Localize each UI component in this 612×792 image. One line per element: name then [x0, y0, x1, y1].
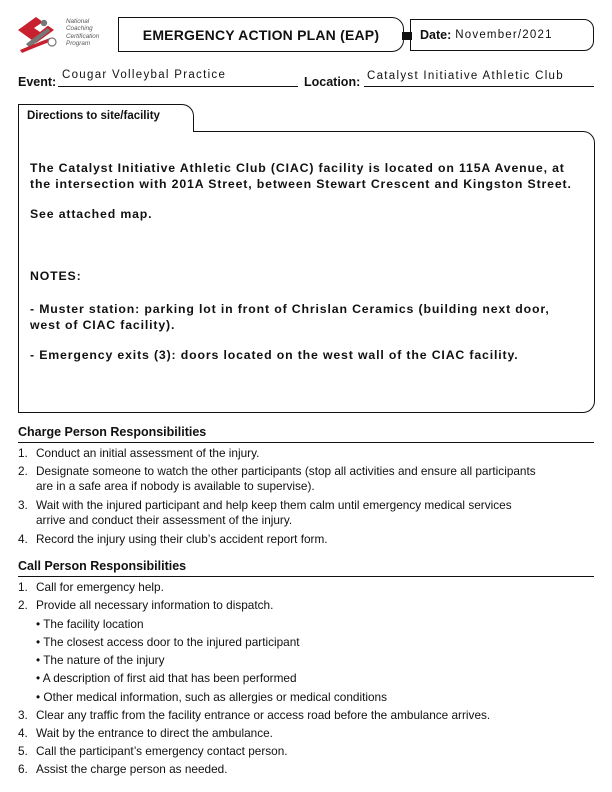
- list-num: 1.: [18, 580, 28, 594]
- list-item: [18, 532, 598, 547]
- bullet-item: • Other medical information, such as allergies or medical conditions: [36, 690, 387, 704]
- directions-line: The Catalyst Initiative Athletic Club (CIAC) facility is located on 115A Avenue, at: [30, 161, 565, 175]
- map-note: See attached map.: [30, 207, 153, 221]
- logo-line: Coaching: [66, 25, 93, 33]
- location-label: Location:: [304, 75, 361, 89]
- list-item: [18, 708, 598, 723]
- date-value: November/2021: [455, 29, 553, 41]
- list-item: [18, 580, 598, 595]
- list-text: Call for emergency help.: [36, 580, 164, 594]
- location-underline: [364, 86, 594, 87]
- list-text: Call the participant’s emergency contact person.: [36, 744, 288, 758]
- note-line: - Muster station: parking lot in front of Chrislan Ceramics (building next door,: [30, 302, 550, 316]
- logo-line: National: [66, 18, 90, 25]
- list-item: [18, 464, 598, 479]
- call-rule: [18, 576, 594, 577]
- date-label: Date:: [420, 28, 452, 42]
- list-item: [18, 762, 598, 777]
- list-item: [18, 598, 598, 613]
- list-num: 1.: [18, 446, 28, 460]
- list-num: 6.: [18, 762, 28, 776]
- list-text: Conduct an initial assessment of the injury.: [36, 446, 260, 460]
- list-item: [18, 498, 598, 513]
- list-text-cont: arrive and conduct their assessment of the injury.: [36, 513, 293, 527]
- call-heading: Call Person Responsibilities: [18, 559, 187, 573]
- list-item: [18, 744, 598, 759]
- list-num: 5.: [18, 744, 28, 758]
- note-line: west of CIAC facility).: [30, 318, 176, 332]
- logo-line: Program: [66, 40, 91, 48]
- list-text: Record the injury using their club’s accident report form.: [36, 532, 328, 546]
- bullet-item: • The nature of the injury: [36, 653, 165, 667]
- list-text: Assist the charge person as needed.: [36, 762, 228, 776]
- list-num: 3.: [18, 708, 28, 722]
- list-num: 4.: [18, 726, 28, 740]
- list-item: [18, 446, 598, 461]
- list-text: Provide all necessary information to dispatch.: [36, 598, 274, 612]
- list-num: 2.: [18, 598, 28, 612]
- page-title: EMERGENCY ACTION PLAN (EAP): [118, 17, 404, 52]
- bullet-item: • The facility location: [36, 617, 144, 631]
- charge-heading: Charge Person Responsibilities: [18, 425, 207, 439]
- directions-tab: Directions to site/facility: [18, 104, 194, 132]
- event-value[interactable]: Cougar Volleybal Practice: [62, 69, 227, 81]
- list-text: Designate someone to watch the other participants (stop all activities and ensure all participants: [36, 464, 536, 478]
- location-value[interactable]: Catalyst Initiative Athletic Club: [367, 70, 564, 82]
- list-num: 4.: [18, 532, 28, 546]
- event-label: Event:: [18, 75, 57, 89]
- list-text: Wait with the injured participant and help keep them calm until emergency medical services: [36, 498, 512, 512]
- date-field[interactable]: [410, 19, 594, 51]
- charge-rule: [18, 442, 594, 443]
- list-text: Clear any traffic from the facility entrance or access road before the ambulance arrives.: [36, 708, 491, 722]
- nccp-logo-icon: [16, 14, 64, 54]
- note-line: - Emergency exits (3): doors located on the west wall of the CIAC facility.: [30, 348, 519, 362]
- list-num: 3.: [18, 498, 28, 512]
- list-text-cont: are in a safe area if nobody is available to supervise).: [36, 479, 315, 493]
- bullet-item: • The closest access door to the injured participant: [36, 635, 300, 649]
- logo-wordmark: [66, 18, 99, 48]
- nccp-logo: [16, 14, 114, 54]
- list-text: Wait by the entrance to direct the ambulance.: [36, 726, 273, 740]
- event-underline: [58, 86, 298, 87]
- list-num: 2.: [18, 464, 28, 478]
- bullet-item: • A description of first aid that has been performed: [36, 671, 297, 685]
- list-item: [18, 726, 598, 741]
- directions-line: the intersection with 201A Street, between Stewart Crescent and Kingston Street.: [30, 177, 572, 191]
- notes-heading: NOTES:: [30, 269, 82, 283]
- logo-line: Certification: [66, 32, 100, 40]
